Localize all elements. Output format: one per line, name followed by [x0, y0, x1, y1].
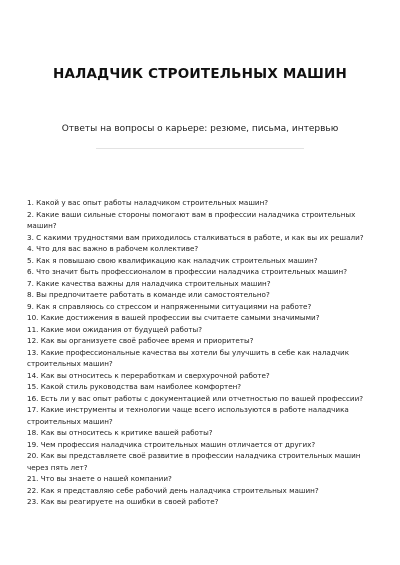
list-item: 5. Как я повышаю свою квалификацию как наладчик строительных машин?	[27, 255, 318, 265]
list-item: 3. С какими трудностями вам приходилось сталкиваться в работе, и как вы их решали?	[27, 232, 364, 242]
list-item: 11. Какие мои ожидания от будущей работы?	[27, 324, 203, 334]
list-item: 8. Вы предпочитаете работать в команде или самостоятельно?	[27, 290, 270, 299]
list-item: 9. Как я справляюсь со стрессом и напряженными ситуациями на работе?	[27, 301, 312, 311]
list-item: 10. Какие достижения в вашей профессии вы считаете самыми значимыми?	[27, 313, 320, 322]
list-item: 4. Что для вас важно в рабочем коллективе?	[27, 244, 199, 253]
list-item: 18. Как вы относитесь к критике вашей работы?	[27, 428, 213, 437]
page-subtitle: Ответы на вопросы о карьере: резюме, письма, интервью	[61, 124, 339, 134]
list-item: 15. Какой стиль руководства вам наиболее комфортен?	[27, 382, 242, 391]
list-item: 19. Чем профессия наладчика строительных машин отличается от других?	[27, 439, 316, 449]
list-item: 23. Как вы реагируете на ошибки в своей работе?	[27, 497, 219, 506]
list-item: 6. Что значит быть профессионалом в профессии наладчика строительных машин?	[27, 267, 348, 276]
list-item: 22. Как я представляю себе рабочий день наладчика строительных машин?	[27, 485, 319, 495]
list-item: 20. Как вы представляете своё развитие в профессии наладчика строительных машин через пять лет?	[27, 451, 361, 472]
list-item: 7. Какие качества важны для наладчика строительных машин?	[27, 278, 271, 288]
page-title: НАЛАДЧИК СТРОИТЕЛЬНЫХ МАШИН	[52, 66, 348, 82]
list-item: 2. Какие ваши сильные стороны помогают вам в профессии наладчика строительных машин?	[27, 209, 356, 230]
list-item: 17. Какие инструменты и технологии чаще всего используются в работе наладчика строительных машин?	[27, 405, 349, 426]
divider	[96, 148, 304, 149]
list-item: 14. Как вы относитесь к переработкам и сверхурочной работе?	[27, 370, 270, 380]
list-item: 16. Есть ли у вас опыт работы с документацией или отчетностью по вашей профессии?	[27, 393, 364, 403]
list-item: 12. Как вы организуете своё рабочее время и приоритеты?	[27, 336, 254, 345]
list-item: 21. Что вы знаете о нашей компании?	[27, 474, 172, 483]
list-item: 13. Какие профессиональные качества вы хотели бы улучшить в себе как наладчик строительных машин?	[27, 347, 350, 368]
list-item: 1. Какой у вас опыт работы наладчиком строительных машин?	[27, 198, 269, 207]
question-list	[27, 197, 379, 508]
